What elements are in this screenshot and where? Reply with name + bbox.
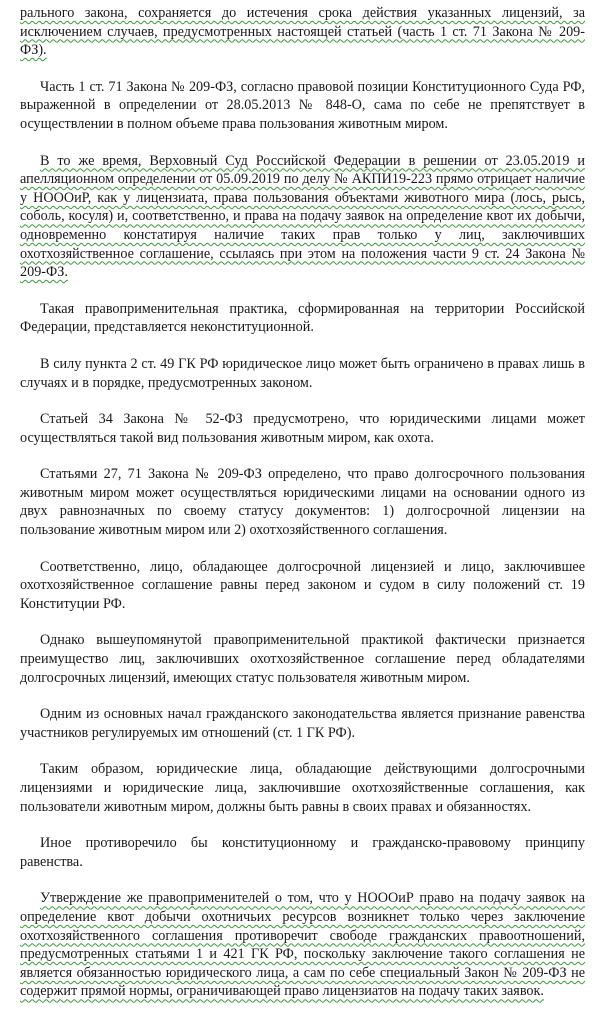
paragraph-quota-claims: Утверждение же правоприменителей о том, что у НОООиР право на подачу заявок на определение квот добычи охотничьих ресурсов возникнет только через заключение охотхозяйственного соглашения противоречит свободе гражданских правоотношений, предусмотренных статьями 1 и 421 ГК РФ, поскольку заключение такого соглашения не является обязанностью юридического лица, а сам по себе специальный Закон № 209-ФЗ не содержит прямой нормы, ограничивающей право лицензиатов на подачу таких заявок. [20, 890, 585, 1000]
paragraph-civil-code-49: В силу пункта 2 ст. 49 ГК РФ юридическое лицо может быть ограничено в правах лишь в случаях и в порядке, предусмотренных законом. [20, 355, 585, 391]
paragraph-advantage: Однако вышеупомянутой правоприменительной практикой фактически признается преимущество лиц, заключивших охотхозяйственное соглашение перед обладателями долгосрочных лицензий, имеющих статус пользователя животным миром. [20, 632, 585, 686]
paragraph-civil-equality: Одним из основных начал гражданского законодательства является признание равенства участников регулируемых им отношений (ст. 1 ГК РФ). [20, 706, 585, 741]
paragraph-constitutional-court: Часть 1 ст. 71 Закона № 209-ФЗ, согласно правовой позиции Конституционного Суда РФ, выраженной в определении от 28.05.2013 № 848-О, сама по себе не препятствует в осуществлении в полном объеме права пользования животным миром. [20, 78, 585, 132]
paragraph-unconstitutional-practice: Такая правоприменительная практика, сформированная на территории Российской Федерации, представляется неконституционной. [20, 300, 585, 336]
paragraph-equality-before-law: Соответственно, лицо, обладающее долгосрочной лицензией и лицо, заключившее охотхозяйственное соглашение равны перед законом и судом в силу положений ст. 19 Конституции РФ. [20, 558, 585, 612]
paragraph-law-continuation: рального закона, сохраняется до истечения срока действия указанных лицензий, за исключением случаев, предусмотренных настоящей статьей (часть 1 ст. 71 Закона № 209-ФЗ). [20, 5, 585, 59]
document-page [20, 4, 585, 1019]
paragraph-articles-27-71: Статьями 27, 71 Закона № 209-ФЗ определено, что право долгосрочного пользования животным миром может осуществляться юридическими лицами на основании одного из двух равнозначных по своему статусу документов: 1) долгосрочной лицензии на пользование животным миром или 2) охотхозяйственного соглашения. [20, 466, 585, 539]
paragraph-supreme-court: В то же время, Верховный Суд Российской Федерации в решении от 23.05.2019 и апелляционном определении от 05.09.2019 по делу № АКПИ19-223 прямо отрицает наличие у НОООиР, как у лицензиата, права пользования объектами животного мира (лось, рысь, соболь, косуля) и, соответственно, и права на подачу заявок на определение квот их добычи, одновременно констатируя наличие таких прав только у лиц, заключивших охотхозяйственное соглашение, ссылаясь при этом на положения части 9 ст. 24 Закона № 209-ФЗ. [20, 152, 585, 281]
paragraph-conclusion: Таким образом, юридические лица, обладающие действующими долгосрочными лицензиями и юридические лица, заключившие охотхозяйственные соглашения, как пользователи животным миром, должны быть равны в своих правах и обязанностях. [20, 761, 585, 815]
paragraph-principle: Иное противоречило бы конституционному и гражданско-правовому принципу равенства. [20, 835, 585, 870]
paragraph-law-52: Статьей 34 Закона № 52-ФЗ предусмотрено, что юридическими лицами может осуществляться такой вид пользования животным миром, как охота. [20, 411, 585, 446]
